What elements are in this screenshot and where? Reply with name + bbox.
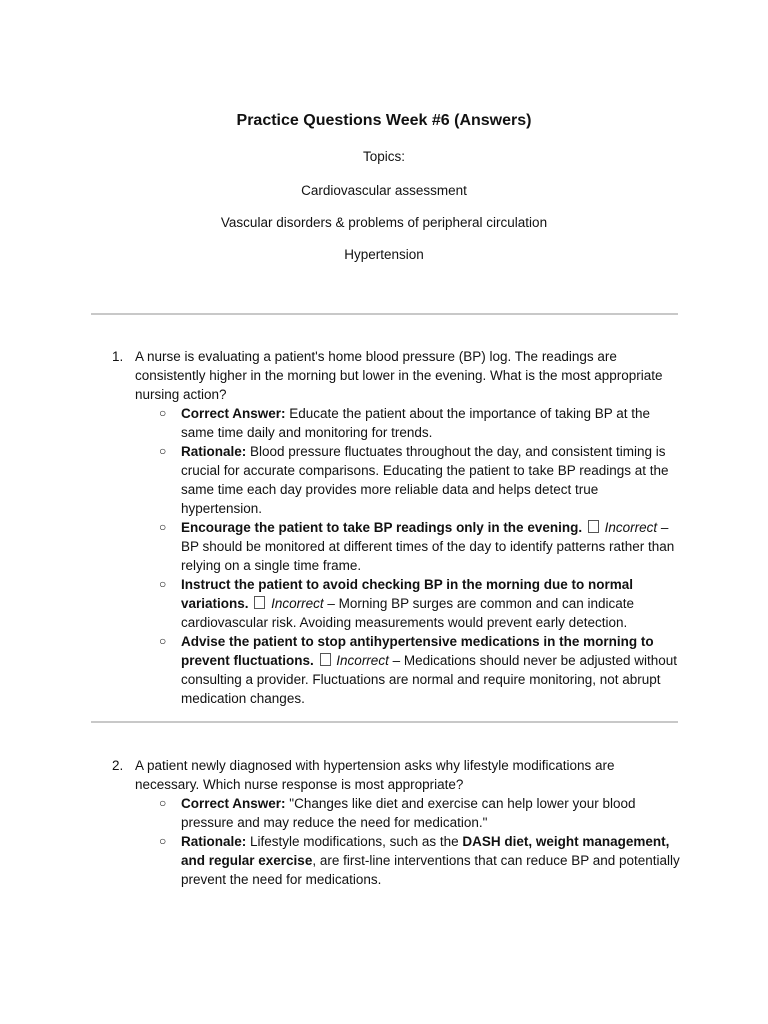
distractor-verdict: Incorrect (336, 653, 389, 668)
rationale-item (159, 832, 681, 889)
topic-item: Vascular disorders & problems of peripheral circulation (220, 215, 548, 230)
distractor-option: Instruct the patient to avoid checking BP in the morning due to normal variations. (181, 577, 634, 611)
distractor-item (159, 518, 681, 575)
distractor-explanation: – Medications should never be adjusted without consulting a provider. Fluctuations are normal and require monitoring, not abrupt medication changes. (181, 653, 678, 706)
rationale-item (159, 442, 681, 518)
question-text: A patient newly diagnosed with hypertension asks why lifestyle modifications are necessary. Which nurse response is most appropriate? (135, 758, 615, 792)
bullet-icon: ○ (159, 444, 167, 458)
correct-answer-item (159, 794, 681, 832)
distractor-verdict: Incorrect (271, 596, 324, 611)
bullet-icon: ○ (159, 796, 167, 810)
distractor-option: Encourage the patient to take BP readings only in the evening. (181, 520, 583, 535)
distractor-item (159, 575, 681, 632)
topic-item: Cardiovascular assessment (301, 183, 467, 198)
document-title: Practice Questions Week #6 (Answers) (236, 112, 532, 129)
correct-answer-text: Educate the patient about the importance of taking BP at the same time daily and monitoring for trends. (181, 406, 651, 440)
question-text: A nurse is evaluating a patient's home blood pressure (BP) log. The readings are consistently higher in the morning but lower in the evening. What is the most appropriate nursing action? (135, 349, 663, 402)
rationale-label: Rationale: (181, 834, 247, 849)
topics-label: Topics: (362, 149, 406, 164)
answer-list (91, 404, 681, 708)
cross-mark-icon (254, 596, 265, 609)
bullet-icon: ○ (159, 406, 167, 420)
bullet-icon: ○ (159, 634, 167, 648)
rationale-text-pre: Lifestyle modifications, such as the (246, 834, 463, 849)
correct-answer-label: Correct Answer: (181, 406, 286, 421)
question-number: 2. (112, 758, 124, 773)
distractor-item (159, 632, 681, 708)
question-number: 1. (112, 349, 124, 364)
question-2 (91, 756, 681, 889)
correct-answer-label: Correct Answer: (181, 796, 286, 811)
distractor-explanation: – BP should be monitored at different times of the day to identify patterns rather than relying on a single time frame. (181, 520, 675, 573)
rationale-label: Rationale: (181, 444, 247, 459)
answer-list (91, 794, 681, 889)
distractor-verdict: Incorrect (604, 520, 658, 535)
bullet-icon: ○ (159, 834, 167, 848)
bullet-icon: ○ (159, 520, 167, 534)
rationale-text: Blood pressure fluctuates throughout the day, and consistent timing is crucial for accurate comparisons. Educating the patient to take BP readings at the same time each day provides more reliable data and helps detect true hypertension. (181, 444, 669, 516)
rationale-text-post: , are first-line interventions that can reduce BP and potentially prevent the need for medications. (181, 853, 680, 887)
topic-item: Hypertension (344, 247, 424, 262)
distractor-explanation: – Morning BP surges are common and can indicate cardiovascular risk. Avoiding measurements would prevent early detection. (181, 596, 635, 630)
distractor-option: Advise the patient to stop antihypertensive medications in the morning to prevent fluctuations. (181, 634, 654, 668)
rationale-text-bold: DASH diet, weight management, and regular exercise (181, 834, 670, 868)
cross-mark-icon (588, 520, 599, 533)
divider (91, 721, 678, 723)
bullet-icon: ○ (159, 577, 167, 591)
cross-mark-icon (320, 653, 331, 666)
divider (91, 313, 678, 315)
question-1 (91, 347, 681, 708)
correct-answer-item (159, 404, 681, 442)
correct-answer-text: "Changes like diet and exercise can help lower your blood pressure and may reduce the need for medication." (181, 796, 636, 830)
